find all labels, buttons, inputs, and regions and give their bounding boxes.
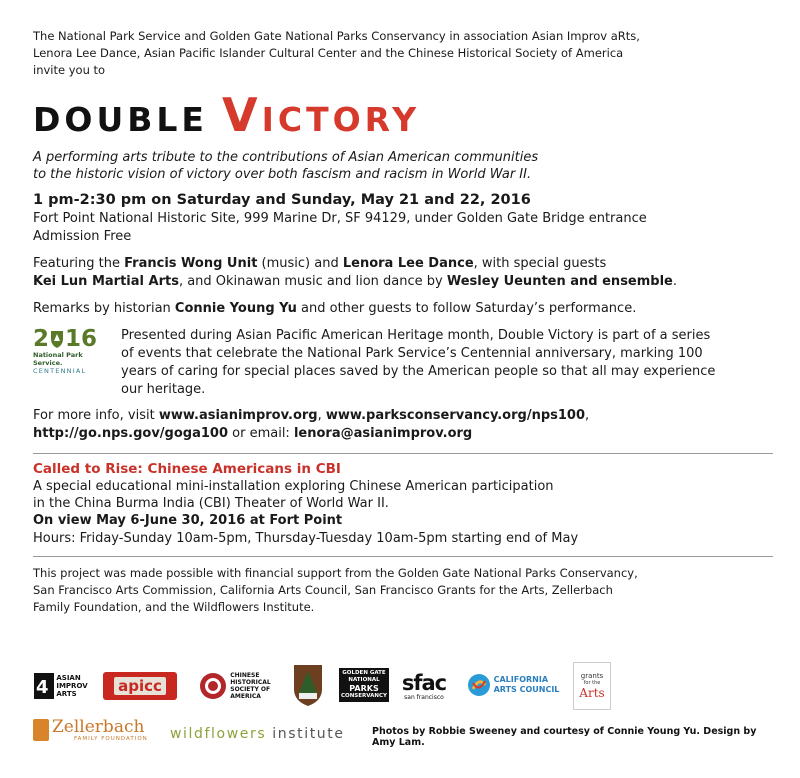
asian-improv-arts-logo — [33, 670, 89, 702]
nps-logo-centennial: CENTENNIAL — [33, 367, 87, 375]
info-text: , — [585, 408, 590, 423]
grants-for-the-arts-logo — [573, 662, 611, 710]
asian-improv-mark-icon — [34, 673, 54, 699]
cac-swirl-icon — [467, 673, 491, 697]
tagline-line: A performing arts tribute to the contributions of Asian American communities — [33, 150, 539, 165]
nps-logo-label: National Park Service. — [33, 351, 83, 367]
sponsor-logos — [33, 662, 778, 712]
divider — [33, 453, 773, 454]
event-datetime: 1 pm-2:30 pm on Saturday and Sunday, May 21 and 22, 2016 — [33, 192, 531, 208]
zellerbach-mark-icon — [33, 719, 49, 741]
logo-text: wildflowers — [170, 726, 267, 742]
nps-year — [33, 327, 111, 351]
info-text: , — [317, 408, 326, 423]
chsa-logo — [193, 668, 277, 704]
info-link-parksconservancy[interactable]: www.parksconservancy.org/nps100 — [325, 408, 585, 423]
cbi-title: Called to Rise: Chinese Americans in CBI — [33, 461, 341, 477]
arrowhead-icon — [50, 330, 64, 349]
logo-text: SOCIETY OF — [230, 686, 271, 693]
info-text: or email: — [228, 426, 294, 441]
logo-text: ARTS — [56, 690, 77, 698]
nps-arrowhead-icon — [292, 663, 324, 707]
logo-text: GOLDEN GATE — [342, 670, 386, 676]
performer-name: Francis Wong Unit — [124, 256, 258, 271]
logo-text: HISTORICAL — [230, 679, 271, 686]
ggnpc-logo — [339, 668, 389, 702]
featuring-text: . — [672, 274, 678, 289]
intro-line: Lenora Lee Dance, Asian Pacific Islander Cultural Center and the Chinese Historical Society of America — [33, 46, 624, 60]
more-info — [33, 407, 773, 443]
event-venue: Fort Point National Historic Site, 999 Marine Dr, SF 94129, under Golden Gate Bridge entrance — [33, 211, 647, 226]
invitation — [33, 28, 773, 616]
remarks-text: Remarks by historian — [33, 301, 175, 316]
california-arts-council-logo — [463, 670, 563, 700]
logo-text: institute — [272, 726, 345, 742]
logo-text: ARTS COUNCIL — [493, 685, 560, 694]
svg-text:4: 4 — [36, 677, 49, 698]
logo-text: CONSERVANCY — [340, 693, 388, 699]
historian-name: Connie Young Yu — [174, 301, 297, 316]
cbi-on-view: On view May 6-June 30, 2016 at Fort Point — [33, 513, 343, 528]
cbi-section — [33, 460, 773, 548]
nps-centennial-section — [33, 327, 773, 399]
apicc-logo — [103, 672, 177, 700]
cbi-description: A special educational mini-installation exploring Chinese American participation — [33, 479, 554, 494]
logo-text: NATIONAL — [348, 677, 380, 683]
logo-text: apicc — [114, 677, 166, 695]
featuring-text: Featuring the — [33, 256, 125, 271]
logo-text: sfac — [401, 670, 447, 695]
logo-text: CHINESE — [230, 672, 260, 679]
cbi-description: in the China Burma India (CBI) Theater of World War II. — [33, 496, 389, 511]
wildflowers-institute-logo — [170, 726, 345, 742]
nps-centennial-logo — [33, 327, 111, 387]
info-link-nps[interactable]: http://go.nps.gov/goga100 — [33, 426, 229, 441]
logo-text: grants — [580, 672, 604, 680]
chsa-seal-icon — [199, 672, 227, 700]
featuring-text: , and Okinawan music and lion dance by — [178, 274, 447, 289]
logo-text: for the — [583, 680, 601, 686]
logo-text: IMPROV — [56, 682, 88, 690]
logo-text: FAMILY FOUNDATION — [74, 736, 148, 742]
info-email-link[interactable]: lenora@asianimprov.org — [293, 426, 473, 441]
nps-arrowhead-logo — [291, 662, 325, 708]
support-line: San Francisco Arts Commission, California Arts Council, San Francisco Grants for the Arts, Zellerbach — [33, 583, 613, 597]
divider — [33, 556, 773, 557]
featuring-text: (music) and — [257, 256, 343, 271]
cbi-hours: Hours: Friday-Sunday 10am-5pm, Thursday-Tuesday 10am-5pm starting end of May — [33, 531, 579, 546]
nps-year-left: 2 — [33, 326, 50, 352]
remarks-text: and other guests to follow Saturday’s performance. — [296, 301, 637, 316]
tagline-line: to the historic vision of victory over both fascism and racism in World War II. — [33, 167, 532, 182]
logo-text: Zellerbach — [52, 717, 145, 737]
performer-name: Wesley Ueunten and ensemble — [446, 274, 673, 289]
info-text: For more info, visit — [33, 408, 159, 423]
title-victory-initial: V — [221, 88, 262, 142]
intro-line: The National Park Service and Golden Gate National Parks Conservancy in association Asian Improv aRts, — [33, 29, 640, 43]
logo-text: PARKS — [349, 684, 379, 693]
footer — [33, 718, 778, 748]
intro-line: invite you to — [33, 63, 106, 77]
logo-text: CALIFORNIA — [493, 675, 549, 684]
performer-name: Lenora Lee Dance — [342, 256, 474, 271]
logo-text: ASIAN — [56, 674, 81, 682]
nps-year-right: 16 — [65, 326, 98, 352]
featuring-text: , with special guests — [473, 256, 607, 271]
photo-design-credit: Photos by Robbie Sweeney and courtesy of Connie Young Yu. Design by Amy Lam. — [372, 726, 757, 748]
nps-paragraph: Presented during Asian Pacific American Heritage month, Double Victory is part of a series of events that celebrate the National Park Service’s Centennial anniversary, marking 100 years of caring for special places saved by the American people so that all may experience our heritage. — [121, 328, 716, 397]
info-link-asianimprov[interactable]: www.asianimprov.org — [158, 408, 318, 423]
support-line: Family Foundation, and the Wildflowers Institute. — [33, 600, 315, 614]
intro-text — [33, 28, 773, 79]
event-admission: Admission Free — [33, 229, 132, 244]
event-title — [33, 88, 773, 142]
logo-text: san francisco — [404, 693, 444, 701]
title-double: DOUBLE — [33, 100, 208, 139]
tagline — [33, 149, 733, 183]
title-victory — [221, 88, 421, 142]
logo-text: AMERICA — [230, 693, 261, 700]
support-text — [33, 565, 773, 616]
title-victory-rest: ICTORY — [261, 100, 421, 139]
zellerbach-logo — [33, 718, 148, 742]
logo-text: Arts — [579, 686, 605, 700]
featuring-paragraph — [33, 255, 773, 291]
remarks-paragraph — [33, 300, 773, 318]
support-line: This project was made possible with financial support from the Golden Gate National Parks Conservancy, — [33, 566, 638, 580]
performer-name: Kei Lun Martial Arts — [33, 274, 179, 289]
sfac-logo — [399, 666, 449, 706]
